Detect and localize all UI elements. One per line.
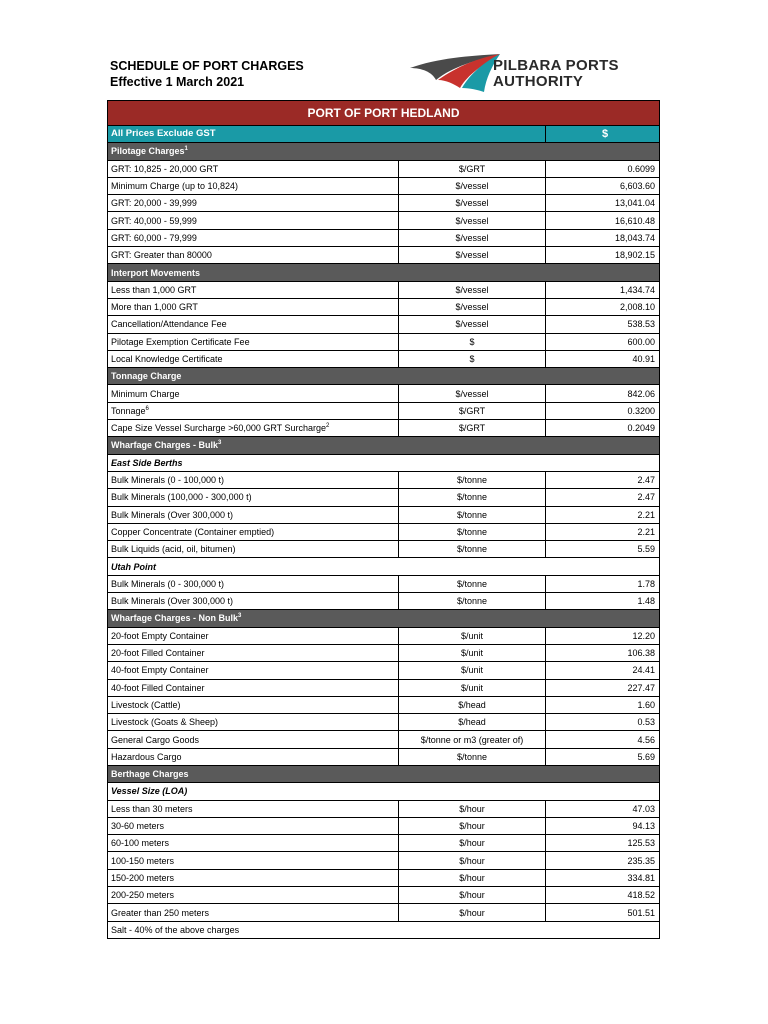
table-row [108, 835, 660, 852]
footnote-ref: 1 [184, 146, 188, 153]
unit-cell: $/vessel [399, 229, 546, 246]
label-text: Local Knowledge Certificate [111, 354, 223, 364]
port-name: PORT OF PORT HEDLAND [108, 101, 660, 126]
label-text: GRT: 20,000 - 39,999 [111, 198, 197, 209]
label-text: Less than 30 meters [111, 803, 193, 814]
charge-label [108, 748, 399, 765]
value-cell: 24.41 [546, 662, 660, 679]
unit-cell: $/tonne [399, 748, 546, 765]
logo-line-1: PILBARA PORTS [493, 57, 619, 74]
value-cell: 13,041.04 [546, 195, 660, 212]
charge-label [108, 177, 399, 194]
section-row [108, 264, 660, 281]
value-cell: 1.78 [546, 575, 660, 592]
unit-cell: $/head [399, 714, 546, 731]
charge-label [108, 575, 399, 592]
table-row [108, 696, 660, 713]
value-cell: 842.06 [546, 385, 660, 402]
charge-label [108, 471, 399, 488]
unit-cell: $/GRT [399, 160, 546, 177]
section-title [108, 143, 660, 160]
label-text: 200-250 meters [111, 890, 175, 901]
label-text: Hazardous Cargo [111, 751, 182, 762]
footnote-ref: 2 [326, 423, 330, 430]
value-cell: 4.56 [546, 731, 660, 748]
table-row [108, 523, 660, 540]
unit-cell: $/tonne [399, 523, 546, 540]
unit-cell: $/tonne [399, 506, 546, 523]
value-cell: 40.91 [546, 350, 660, 367]
charge-label [108, 195, 399, 212]
table-row [108, 402, 660, 419]
label-text: Wharfage Charges - Bulk [111, 440, 219, 451]
value-cell: 1.48 [546, 593, 660, 610]
currency-header: $ [546, 126, 660, 143]
value-cell: 2.21 [546, 506, 660, 523]
label-text: Interport Movements [111, 267, 201, 278]
unit-cell: $/tonne [399, 471, 546, 488]
value-cell: 334.81 [546, 869, 660, 886]
table-row [108, 731, 660, 748]
charge-label [108, 593, 399, 610]
table-row [108, 714, 660, 731]
label-text: Salt - 40% of the above charges [111, 924, 240, 935]
unit-cell: $/hour [399, 887, 546, 904]
charge-label [108, 731, 399, 748]
label-text: Cancellation/Attendance Fee [111, 319, 227, 330]
unit-cell: $/unit [399, 627, 546, 644]
value-cell: 1.60 [546, 696, 660, 713]
value-cell: 0.6099 [546, 160, 660, 177]
table-row [108, 350, 660, 367]
section-title [108, 437, 660, 454]
subsection-title [108, 454, 660, 471]
charge-label [108, 247, 399, 264]
footnote-ref: 3 [218, 440, 222, 447]
table-row [108, 471, 660, 488]
table-row [108, 593, 660, 610]
label-text: Wharfage Charges - Non Bulk [111, 613, 239, 624]
label-text: Livestock (Goats & Sheep) [111, 717, 219, 728]
value-cell: 0.3200 [546, 402, 660, 419]
label-text: 20-foot Filled Container [111, 648, 205, 659]
charge-label [108, 869, 399, 886]
section-row [108, 437, 660, 454]
charge-label [108, 921, 660, 938]
table-row [108, 679, 660, 696]
value-cell: 16,610.48 [546, 212, 660, 229]
section-title [108, 368, 660, 385]
section-row [108, 368, 660, 385]
unit-cell: $/tonne or m3 (greater of) [399, 731, 546, 748]
unit-cell: $/GRT [399, 402, 546, 419]
unit-cell: $/vessel [399, 298, 546, 315]
charge-label [108, 420, 399, 437]
charge-label [108, 835, 399, 852]
charge-label [108, 316, 399, 333]
label-text: GRT: 60,000 - 79,999 [111, 232, 197, 243]
table-row [108, 644, 660, 661]
unit-cell: $/vessel [399, 212, 546, 229]
label-text: Tonnage Charge [111, 371, 182, 382]
unit-cell: $/vessel [399, 316, 546, 333]
charge-label [108, 523, 399, 540]
section-title [108, 765, 660, 782]
subsection-title [108, 783, 660, 800]
gst-note: All Prices Exclude GST [108, 126, 546, 143]
subsection-row [108, 454, 660, 471]
section-row [108, 765, 660, 782]
table-row [108, 887, 660, 904]
value-cell: 5.59 [546, 541, 660, 558]
table-row [108, 385, 660, 402]
value-cell: 0.2049 [546, 420, 660, 437]
value-cell: 18,043.74 [546, 229, 660, 246]
label-text: Bulk Minerals (Over 300,000 t) [111, 509, 234, 520]
unit-cell: $/vessel [399, 195, 546, 212]
section-title [108, 264, 660, 281]
unit-cell: $/tonne [399, 575, 546, 592]
label-text: 30-60 meters [111, 821, 165, 832]
table-row [108, 177, 660, 194]
label-text: 60-100 meters [111, 838, 170, 849]
unit-cell: $/tonne [399, 593, 546, 610]
section-row [108, 610, 660, 627]
table-row [108, 316, 660, 333]
label-text: Livestock (Cattle) [111, 699, 181, 710]
label-text: GRT: 10,825 - 20,000 GRT [111, 163, 219, 174]
label-text: Less than 1,000 GRT [111, 284, 197, 295]
label-text: Bulk Minerals (0 - 300,000 t) [111, 578, 225, 589]
table-row [108, 575, 660, 592]
label-text: General Cargo Goods [111, 734, 200, 745]
logo-line-2: AUTHORITY [493, 73, 584, 90]
charge-label [108, 887, 399, 904]
port-header-row [108, 101, 660, 126]
label-text: Tonnage [111, 405, 146, 416]
value-cell: 418.52 [546, 887, 660, 904]
charge-label [108, 541, 399, 558]
unit-cell: $/tonne [399, 541, 546, 558]
value-cell: 2,008.10 [546, 298, 660, 315]
charge-label [108, 714, 399, 731]
value-cell: 47.03 [546, 800, 660, 817]
subsection-row [108, 783, 660, 800]
table-row [108, 662, 660, 679]
charge-label [108, 212, 399, 229]
table-row [108, 247, 660, 264]
unit-cell: $/tonne [399, 489, 546, 506]
value-cell: 12.20 [546, 627, 660, 644]
gst-note-row [108, 126, 660, 143]
table-row [108, 748, 660, 765]
label-text: Minimum Charge [111, 388, 180, 399]
unit-cell: $/hour [399, 852, 546, 869]
footnote-ref: 6 [145, 405, 149, 412]
label-text: Bulk Minerals (Over 300,000 t) [111, 596, 234, 607]
value-cell: 538.53 [546, 316, 660, 333]
charge-label [108, 333, 399, 350]
table-row [108, 160, 660, 177]
label-text: Bulk Minerals (0 - 100,000 t) [111, 475, 225, 486]
unit-cell: $/vessel [399, 177, 546, 194]
table-row [108, 489, 660, 506]
table-row [108, 541, 660, 558]
unit-cell: $/hour [399, 817, 546, 834]
value-cell: 94.13 [546, 817, 660, 834]
charge-label [108, 800, 399, 817]
document-title: SCHEDULE OF PORT CHARGES [110, 59, 304, 73]
note-row [108, 921, 660, 938]
subsection-row [108, 558, 660, 575]
charge-label [108, 627, 399, 644]
table-row [108, 420, 660, 437]
label-text: Cape Size Vessel Surcharge >60,000 GRT Surcharge [111, 423, 327, 434]
unit-cell: $/unit [399, 662, 546, 679]
value-cell: 501.51 [546, 904, 660, 921]
charge-label [108, 679, 399, 696]
unit-cell: $ [399, 350, 546, 367]
table-row [108, 904, 660, 921]
charge-label [108, 852, 399, 869]
label-text: 40-foot Filled Container [111, 682, 205, 693]
label-text: Bulk Liquids (acid, oil, bitumen) [111, 544, 236, 555]
unit-cell: $/unit [399, 644, 546, 661]
unit-cell: $/vessel [399, 281, 546, 298]
section-row [108, 143, 660, 160]
charge-label [108, 298, 399, 315]
value-cell: 227.47 [546, 679, 660, 696]
footnote-ref: 3 [238, 613, 242, 620]
charge-label [108, 696, 399, 713]
table-row [108, 298, 660, 315]
value-cell: 235.35 [546, 852, 660, 869]
label-text: More than 1,000 GRT [111, 302, 198, 313]
table-row [108, 869, 660, 886]
label-text: 150-200 meters [111, 872, 175, 883]
charge-label [108, 229, 399, 246]
value-cell: 5.69 [546, 748, 660, 765]
port-charges-table [107, 100, 660, 939]
table-row [108, 852, 660, 869]
unit-cell: $/vessel [399, 385, 546, 402]
label-text: Vessel Size (LOA) [111, 786, 188, 797]
label-text: 20-foot Empty Container [111, 630, 209, 641]
value-cell: 2.47 [546, 471, 660, 488]
charge-label [108, 350, 399, 367]
label-text: Pilotage Exemption Certificate Fee [111, 336, 250, 347]
value-cell: 106.38 [546, 644, 660, 661]
label-text: Berthage Charges [111, 769, 189, 780]
value-cell: 125.53 [546, 835, 660, 852]
table-row [108, 229, 660, 246]
label-text: East Side Berths [111, 457, 183, 468]
label-text: Minimum Charge (up to 10,824) [111, 181, 239, 192]
charge-label [108, 385, 399, 402]
charge-label [108, 160, 399, 177]
charge-label [108, 644, 399, 661]
unit-cell: $/vessel [399, 247, 546, 264]
charge-label [108, 904, 399, 921]
section-title [108, 610, 660, 627]
unit-cell: $/hour [399, 869, 546, 886]
label-text: Utah Point [111, 561, 156, 572]
table-row [108, 627, 660, 644]
table-row [108, 817, 660, 834]
unit-cell: $/hour [399, 835, 546, 852]
charge-label [108, 817, 399, 834]
charge-label [108, 662, 399, 679]
charge-label [108, 402, 399, 419]
value-cell: 18,902.15 [546, 247, 660, 264]
subsection-title [108, 558, 660, 575]
unit-cell: $/unit [399, 679, 546, 696]
table-row [108, 212, 660, 229]
unit-cell: $/head [399, 696, 546, 713]
unit-cell: $ [399, 333, 546, 350]
label-text: 40-foot Empty Container [111, 665, 209, 676]
value-cell: 0.53 [546, 714, 660, 731]
label-text: 100-150 meters [111, 855, 175, 866]
value-cell: 2.47 [546, 489, 660, 506]
table-row [108, 281, 660, 298]
table-row [108, 506, 660, 523]
value-cell: 1,434.74 [546, 281, 660, 298]
value-cell: 6,603.60 [546, 177, 660, 194]
table-row [108, 800, 660, 817]
charge-label [108, 489, 399, 506]
unit-cell: $/GRT [399, 420, 546, 437]
table-row [108, 195, 660, 212]
label-text: Pilotage Charges [111, 146, 185, 157]
effective-date: Effective 1 March 2021 [110, 75, 245, 89]
label-text: GRT: Greater than 80000 [111, 250, 212, 261]
label-text: Greater than 250 meters [111, 907, 210, 918]
label-text: GRT: 40,000 - 59,999 [111, 215, 197, 226]
unit-cell: $/hour [399, 904, 546, 921]
label-text: Copper Concentrate (Container emptied) [111, 526, 275, 537]
unit-cell: $/hour [399, 800, 546, 817]
value-cell: 600.00 [546, 333, 660, 350]
value-cell: 2.21 [546, 523, 660, 540]
table-row [108, 333, 660, 350]
charge-label [108, 506, 399, 523]
label-text: Bulk Minerals (100,000 - 300,000 t) [111, 492, 252, 503]
charge-label [108, 281, 399, 298]
